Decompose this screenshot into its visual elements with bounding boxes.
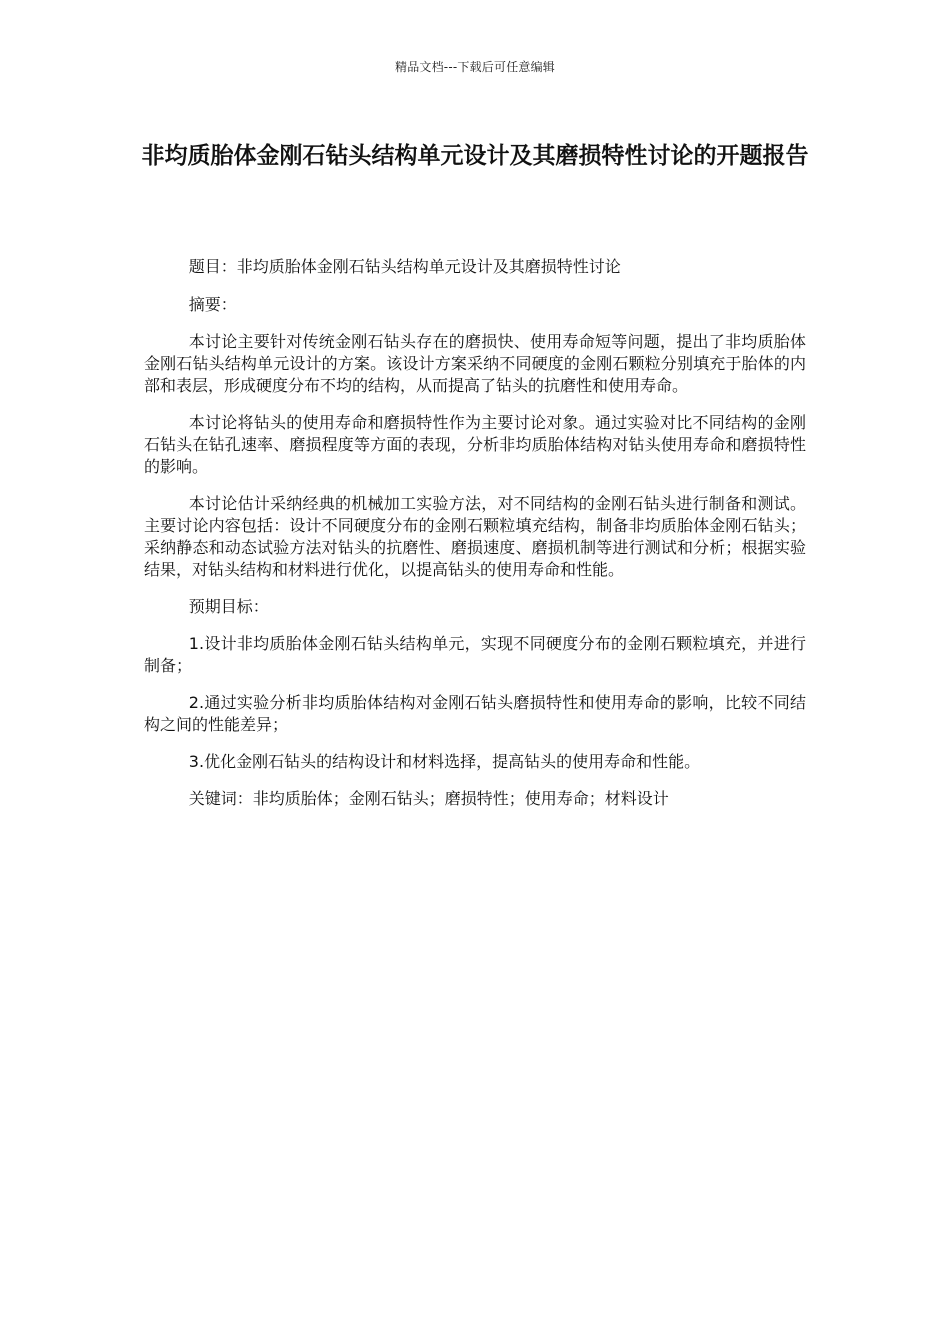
- paragraph-abstract-1: 本讨论主要针对传统金刚石钻头存在的磨损快、使用寿命短等问题，提出了非均质胎体金刚石钻头结构单元设计的方案。该设计方案采纳不同硬度的金刚石颗粒分别填充于胎体的内部和表层，形成硬度分布不均的结构，从而提高了钻头的抗磨性和使用寿命。: [144, 332, 806, 395]
- paragraph-abstract-heading: 摘要：: [188, 295, 237, 314]
- paragraph-goals-heading: 预期目标：: [188, 597, 269, 616]
- header-note: 精品文档---下载后可任意编辑: [395, 60, 555, 74]
- paragraph-keywords: 关键词：非均质胎体；金刚石钻头；磨损特性；使用寿命；材料设计: [188, 789, 669, 808]
- paragraph-subject: 题目：非均质胎体金刚石钻头结构单元设计及其磨损特性讨论: [188, 257, 621, 276]
- paragraph-abstract-3: 本讨论估计采纳经典的机械加工实验方法，对不同结构的金刚石钻头进行制备和测试。主要讨论内容包括：设计不同硬度分布的金刚石颗粒填充结构，制备非均质胎体金刚石钻头；采纳静态和动态试验方法对钻头的抗磨性、磨损速度、磨损机制等进行测试和分析；根据实验结果，对钻头结构和材料进行优化，以提高钻头的使用寿命和性能。: [144, 494, 806, 579]
- document-body: [144, 256, 806, 825]
- document-title: 非均质胎体金刚石钻头结构单元设计及其磨损特性讨论的开题报告: [141, 143, 809, 169]
- paragraph-goal-2: 2.通过实验分析非均质胎体结构对金刚石钻头磨损特性和使用寿命的影响，比较不同结构之间的性能差异；: [144, 693, 806, 734]
- paragraph-goal-3: 3.优化金刚石钻头的结构设计和材料选择，提高钻头的使用寿命和性能。: [188, 752, 701, 771]
- paragraph-abstract-2: 本讨论将钻头的使用寿命和磨损特性作为主要讨论对象。通过实验对比不同结构的金刚石钻头在钻孔速率、磨损程度等方面的表现，分析非均质胎体结构对钻头使用寿命和磨损特性的影响。: [144, 413, 806, 476]
- paragraph-goal-1: 1.设计非均质胎体金刚石钻头结构单元，实现不同硬度分布的金刚石颗粒填充，并进行制备；: [144, 634, 806, 675]
